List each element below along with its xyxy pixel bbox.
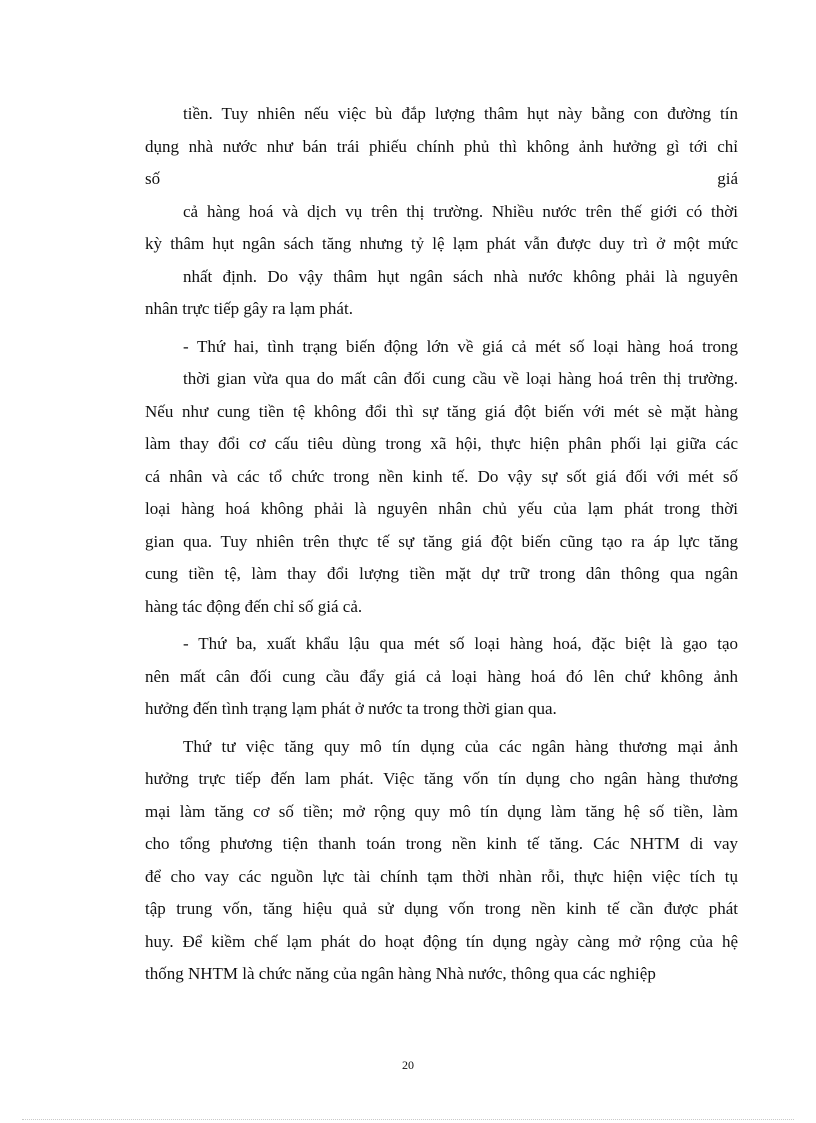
text-line: nhất định. Do vậy thâm hụt ngân sách nhà nước không phải là nguyên: [183, 266, 738, 286]
text-line: cho tổng phương tiện thanh toán trong nền kinh tế tăng. Các NHTM di vay: [145, 834, 738, 853]
text-line: để cho vay các nguồn lực tài chính tạm thời nhàn rỗi, thực hiện việc tích tụ: [145, 866, 738, 886]
text-line: Thứ tư việc tăng quy mô tín dụng của các ngân hàng thương mại ảnh: [183, 736, 738, 756]
page-number: 20: [402, 1058, 414, 1072]
text-line: số giá: [145, 169, 738, 188]
text-line: kỳ thâm hụt ngân sách tăng nhưng tỷ lệ lạm phát vẫn được duy trì ở một mức: [145, 234, 738, 253]
text-line: - Thứ ba, xuất khẩu lậu qua mét số loại hàng hoá, đặc biệt là gạo tạo: [183, 634, 738, 653]
text-line: hàng tác động đến chỉ số giá cả.: [145, 596, 363, 616]
text-line: cá nhân và các tổ chức trong nền kinh tế. Do vậy sự sốt giá đối với mét số: [145, 466, 738, 486]
text-line: mại làm tăng cơ số tiền; mở rộng quy mô tín dụng làm tăng hệ số tiền, làm: [145, 801, 738, 821]
text-line: dụng nhà nước như bán trái phiếu chính phủ thì không ảnh hưởng gì tới chỉ: [145, 136, 738, 156]
footer-divider: [22, 1119, 794, 1120]
text-line: nên mất cân đối cung cầu đẩy giá cả loại hàng hoá đó lên chứ không ảnh: [145, 666, 738, 686]
text-line: hưởng trực tiếp đến lam phát. Việc tăng vốn tín dụng cho ngân hàng thương: [145, 769, 738, 788]
text-line: - Thứ hai, tình trạng biến động lớn về giá cả mét số loại hàng hoá trong: [183, 336, 738, 356]
text-line: cung tiền tệ, làm thay đổi lượng tiền mặt dự trữ trong dân thông qua ngân: [145, 564, 738, 583]
text-line: cả hàng hoá và dịch vụ trên thị trường. Nhiều nước trên thế giới có thời: [183, 201, 738, 221]
text-line: Nếu như cung tiền tệ không đổi thì sự tăng giá đột biến với mét sè mặt hàng: [145, 401, 738, 421]
document-body: [145, 98, 738, 991]
text-line: loại hàng hoá không phải là nguyên nhân chủ yếu của lạm phát trong thời: [145, 499, 738, 518]
text-line: nhân trực tiếp gây ra lạm phát.: [145, 299, 353, 318]
text-line: thống NHTM là chức năng của ngân hàng Nhà nước, thông qua các nghiệp: [145, 964, 656, 983]
text-line: tập trung vốn, tăng hiệu quả sử dụng vốn trong nền kinh tế cần được phát: [145, 899, 738, 918]
text-line: hưởng đến tình trạng lạm phát ở nước ta trong thời gian qua.: [145, 699, 557, 718]
text-line: gian qua. Tuy nhiên trên thực tế sự tăng giá đột biến cũng tạo ra áp lực tăng: [145, 531, 738, 551]
text-line: làm thay đổi cơ cấu tiêu dùng trong xã hội, thực hiện phân phối lại giữa các: [145, 434, 738, 453]
text-line: tiền. Tuy nhiên nếu việc bù đắp lượng thâm hụt này bằng con đường tín: [183, 104, 738, 123]
text-line: huy. Để kiềm chế lạm phát do hoạt động tín dụng ngày càng mở rộng của hệ: [145, 931, 738, 951]
text-line: thời gian vừa qua do mất cân đối cung cầu về loại hàng hoá trên thị trường.: [183, 369, 738, 388]
